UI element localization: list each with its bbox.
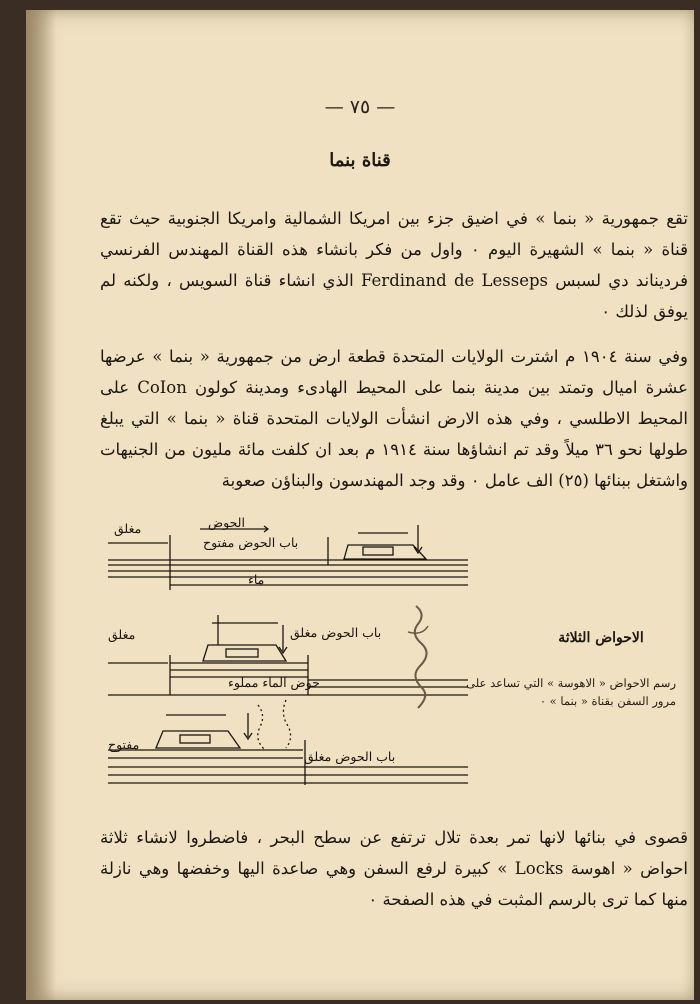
paragraph-2: وفي سنة ١٩٠٤ م اشترت الولايات المتحدة قطعة ارض من جمهورية « بنما » عرضها عشرة اميال وتمتد بين مدينة بنما على المحيط الهادىء ومدينة كولون CoIon على المحيط الاطلسي ، وفي هذه الارض انشأت الولايات المتحدة قناة « بنما » التي يبلغ طولها نحو ٣٦ ميلاً وقد تم انشاؤها سنة ١٩١٤ م بعد ان كلفت مائة مليون من الجنيهات واشتغل ببنائها (٢٥) الف عامل ٠ وقد وجد المهندسون والبناؤن صعوبة — [100, 347, 689, 490]
label-closed-gate-middle: باب الحوض مغلق — [290, 625, 382, 640]
figure-caption-title: الاحواض الثلاثة — [558, 630, 644, 646]
label-closed-middle: مغلق — [108, 627, 136, 642]
label-basin: الحوض — [208, 515, 245, 530]
label-full-basin: حوض الماء مملوء — [228, 675, 320, 690]
page-title: قناة بنما — [329, 150, 391, 171]
paragraph-3: قصوى في بنائها لانها تمر بعدة تلال ترتفع عن سطح البحر ، فاضطروا لانشاء ثلاثة احواض « اهوسة Locks » كبيرة لرفع السفن وهي صاعدة اليها وخفضها وهي نازلة منها كما ترى بالرسم المثبت في هذه الصفحة ٠ — [100, 828, 688, 909]
paragraph-1: تقع جمهورية « بنما » في اضيق جزء بين امريكا الشمالية وامريكا الجنوبية حيث تقع قناة « بنما » الشهيرة اليوم ٠ واول من فكر بانشاء هذه القناة المهندس الفرنسي فرديناند دي لسبس Ferdinand de Lesseps الذي انشاء قناة السويس ، ولكنه لم يوفق لذلك ٠ — [100, 209, 689, 321]
pencil-scribble — [398, 602, 438, 712]
label-closed-top: مغلق — [114, 521, 142, 536]
label-water: ماء — [248, 572, 265, 587]
page-number: — ٧٥ — — [324, 96, 396, 118]
label-closed-gate-bottom: باب الحوض مغلق — [304, 749, 396, 764]
label-open-bottom: مفتوح — [108, 737, 140, 752]
book-page — [26, 10, 694, 1000]
label-open-gate: باب الحوض مفتوح — [203, 535, 299, 550]
figure-caption-text: رسم الاحواض « الاهوسة » التي تساعد على مرور السفن بقناة « بنما » ٠ — [466, 676, 676, 708]
